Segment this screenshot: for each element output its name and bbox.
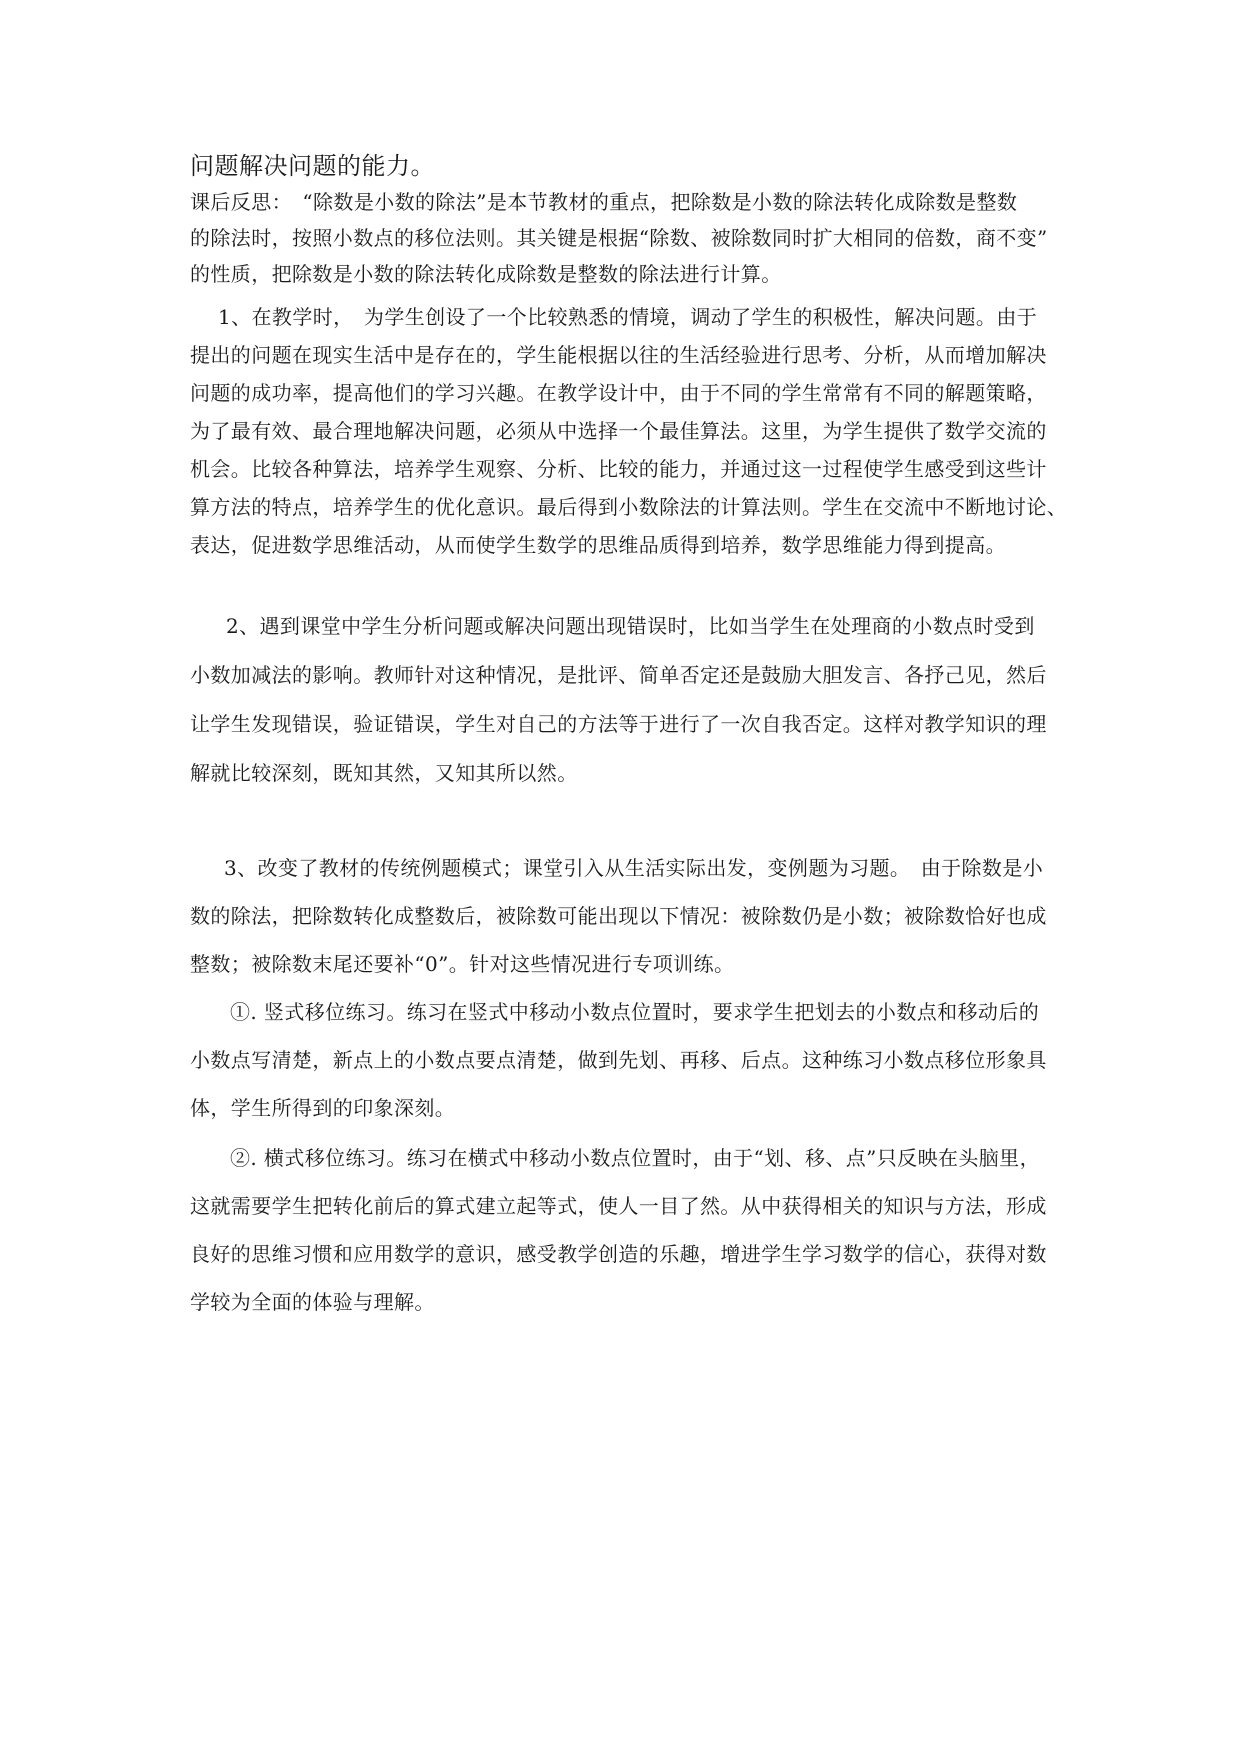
paragraph-line: 机会。比较各种算法，培养学生观察、分析、比较的能力，并通过这一过程使学生感受到这些计: [190, 457, 1047, 481]
paragraph-line: 这就需要学生把转化前后的算式建立起等式，使人一目了然。从中获得相关的知识与方法，形成: [190, 1194, 1047, 1218]
paragraph-line: 课后反思： “除数是小数的除法”是本节教材的重点，把除数是小数的除法转化成除数是整数: [190, 190, 1018, 214]
paragraph-line: 整数；被除数末尾还要补“0”。针对这些情况进行专项训练。: [190, 952, 735, 976]
document-page: [190, 148, 1068, 1326]
point-1-paragraph: [190, 298, 1068, 564]
paragraph-line: 良好的思维习惯和应用数学的意识，感受教学创造的乐趣，增进学生学习数学的信心，获得对数: [190, 1242, 1047, 1266]
lead-line: 问题解决问题的能力。: [190, 152, 435, 180]
paragraph-line: 表达，促进数学思维活动，从而使学生数学的思维品质得到培养，数学思维能力得到提高。: [190, 533, 1006, 557]
point-3-paragraph: [190, 844, 1060, 988]
paragraph-line: 让学生发现错误，验证错误，学生对自己的方法等于进行了一次自我否定。这样对教学知识的理: [190, 712, 1047, 736]
paragraph-line: 小数点写清楚，新点上的小数点要点清楚，做到先划、再移、后点。这种练习小数点移位形象具: [190, 1048, 1047, 1072]
paragraph-line: 1、在教学时， 为学生创设了一个比较熟悉的情境，调动了学生的积极性，解决问题。由于: [218, 305, 1038, 329]
paragraph-line: 解就比较深刻，既知其然，又知其所以然。: [190, 761, 578, 785]
paragraph-line: 为了最有效、最合理地解决问题，必须从中选择一个最佳算法。这里，为学生提供了数学交流的: [190, 419, 1047, 443]
paragraph-line: 算方法的特点，培养学生的优化意识。最后得到小数除法的计算法则。学生在交流中不断地讨论、: [190, 495, 1068, 519]
paragraph-line: 数的除法，把除数转化成整数后，被除数可能出现以下情况：被除数仍是小数；被除数恰好也成: [190, 904, 1047, 928]
vertical-shift-practice-paragraph: [190, 988, 1060, 1132]
paragraph-line: 的除法时，按照小数点的移位法则。其关键是根据“除数、被除数同时扩大相同的倍数，商不变”: [190, 226, 1048, 250]
point-2-paragraph: [190, 602, 1060, 798]
paragraph-line: 问题的成功率，提高他们的学习兴趣。在教学设计中，由于不同的学生常常有不同的解题策略，: [190, 381, 1047, 405]
reflection-intro-paragraph: [190, 184, 1060, 292]
paragraph-line: 的性质，把除数是小数的除法转化成除数是整数的除法进行计算。: [190, 262, 782, 286]
paragraph-line: 体，学生所得到的印象深刻。: [190, 1096, 456, 1120]
paragraph-line: ①. 竖式移位练习。练习在竖式中移动小数点位置时，要求学生把划去的小数点和移动后的: [230, 1000, 1040, 1024]
paragraph-line: 提出的问题在现实生活中是存在的，学生能根据以往的生活经验进行思考、分析，从而增加解决: [190, 343, 1047, 367]
horizontal-shift-practice-paragraph: [190, 1134, 1060, 1326]
paragraph-line: 学较为全面的体验与理解。: [190, 1290, 435, 1314]
paragraph-line: 3、改变了教材的传统例题模式；课堂引入从生活实际出发，变例题为习题。 由于除数是小: [224, 856, 1044, 880]
paragraph-line: ②. 横式移位练习。练习在横式中移动小数点位置时，由于“划、移、点”只反映在头脑里，: [230, 1146, 1040, 1170]
paragraph-line: 小数加减法的影响。教师针对这种情况，是批评、简单否定还是鼓励大胆发言、各抒己见，然后: [190, 663, 1047, 687]
paragraph-line: 2、遇到课堂中学生分析问题或解决问题出现错误时，比如当学生在处理商的小数点时受到: [226, 614, 1035, 638]
